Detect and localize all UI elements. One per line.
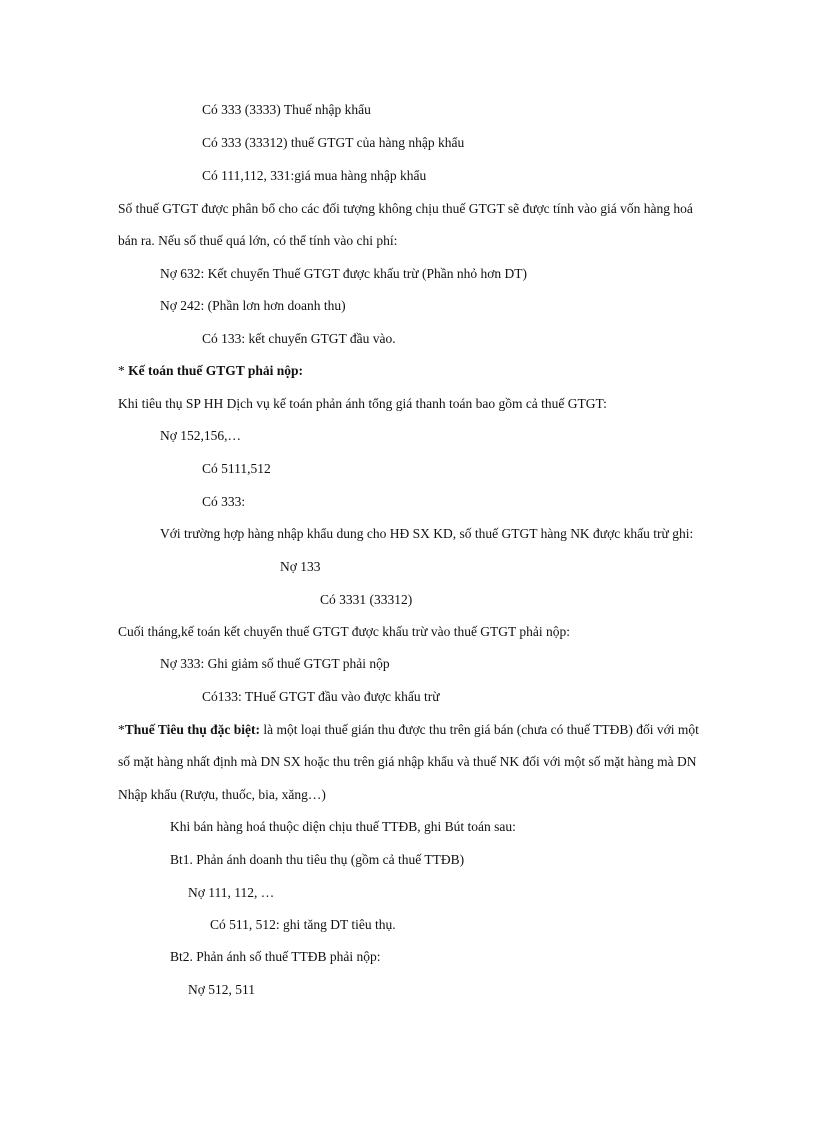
text-line: Nợ 111, 112, … xyxy=(188,885,275,900)
text-line: Bt1. Phản ánh doanh thu tiêu thụ (gồm cả thuế TTĐB) xyxy=(170,852,465,867)
text-line: Nợ 512, 511 xyxy=(188,982,256,997)
text-line: Có 333 (33312) thuế GTGT của hàng nhập khẩu xyxy=(202,135,465,150)
heading-bold: Thuế Tiêu thụ đặc biệt: xyxy=(124,722,261,737)
text-line: Có 3331 (33312) xyxy=(320,592,413,607)
text-line: Có 333: xyxy=(202,494,246,509)
text-line: Với trường hợp hàng nhập khẩu dung cho HĐ SX KD, số thuế GTGT hàng NK được khấu trừ ghi: xyxy=(160,526,694,541)
text-line: Số thuế GTGT được phân bổ cho các đối tượng không chịu thuế GTGT sẽ được tính vào giá vốn hàng hoá xyxy=(118,201,693,216)
text-line: Có 5111,512 xyxy=(202,461,271,476)
text-line: Nợ 242: (Phần lơn hơn doanh thu) xyxy=(160,298,346,313)
text-line: Có 333 (3333) Thuế nhập khẩu xyxy=(202,102,371,117)
heading-bold: Kế toán thuế GTGT phải nộp: xyxy=(128,363,304,378)
heading-rest: là một loại thuế gián thu được thu trên giá bán (chưa có thuế TTĐB) đối với một xyxy=(260,722,699,737)
text-line: Cuối tháng,kế toán kết chuyển thuế GTGT được khấu trừ vào thuế GTGT phải nộp: xyxy=(118,624,571,639)
heading-prefix: * xyxy=(118,722,125,737)
text-line: Có 511, 512: ghi tăng DT tiêu thụ. xyxy=(210,917,396,932)
text-line: Khi bán hàng hoá thuộc diện chịu thuế TTĐB, ghi Bút toán sau: xyxy=(170,819,516,834)
text-line: Khi tiêu thụ SP HH Dịch vụ kế toán phản ánh tổng giá thanh toán bao gồm cả thuế GTGT: xyxy=(118,396,607,411)
section-heading xyxy=(118,362,303,380)
text-line: Nhập khẩu (Rượu, thuốc, bia, xăng…) xyxy=(118,787,326,802)
section-heading xyxy=(118,721,699,739)
text-line: Có 111,112, 331:giá mua hàng nhập khẩu xyxy=(202,168,427,183)
text-line: Nợ 632: Kết chuyển Thuế GTGT được khấu trừ (Phần nhỏ hơn DT) xyxy=(160,266,527,281)
text-line: số mặt hàng nhất định mà DN SX hoặc thu trên giá nhập khẩu và thuế NK đối với một số mặt hàng mà DN xyxy=(118,754,697,769)
text-line: Nợ 152,156,… xyxy=(160,428,242,443)
text-line: bán ra. Nếu số thuế quá lớn, có thể tính vào chi phí: xyxy=(118,233,398,248)
text-line: Bt2. Phản ánh số thuế TTĐB phải nộp: xyxy=(170,949,381,964)
heading-prefix: * xyxy=(118,363,129,378)
text-line: Nợ 133 xyxy=(280,559,321,574)
text-line: Có 133: kết chuyển GTGT đầu vào. xyxy=(202,331,396,346)
text-line: Có133: THuế GTGT đầu vào được khấu trừ xyxy=(202,689,440,704)
text-line: Nợ 333: Ghi giảm số thuế GTGT phải nộp xyxy=(160,656,390,671)
